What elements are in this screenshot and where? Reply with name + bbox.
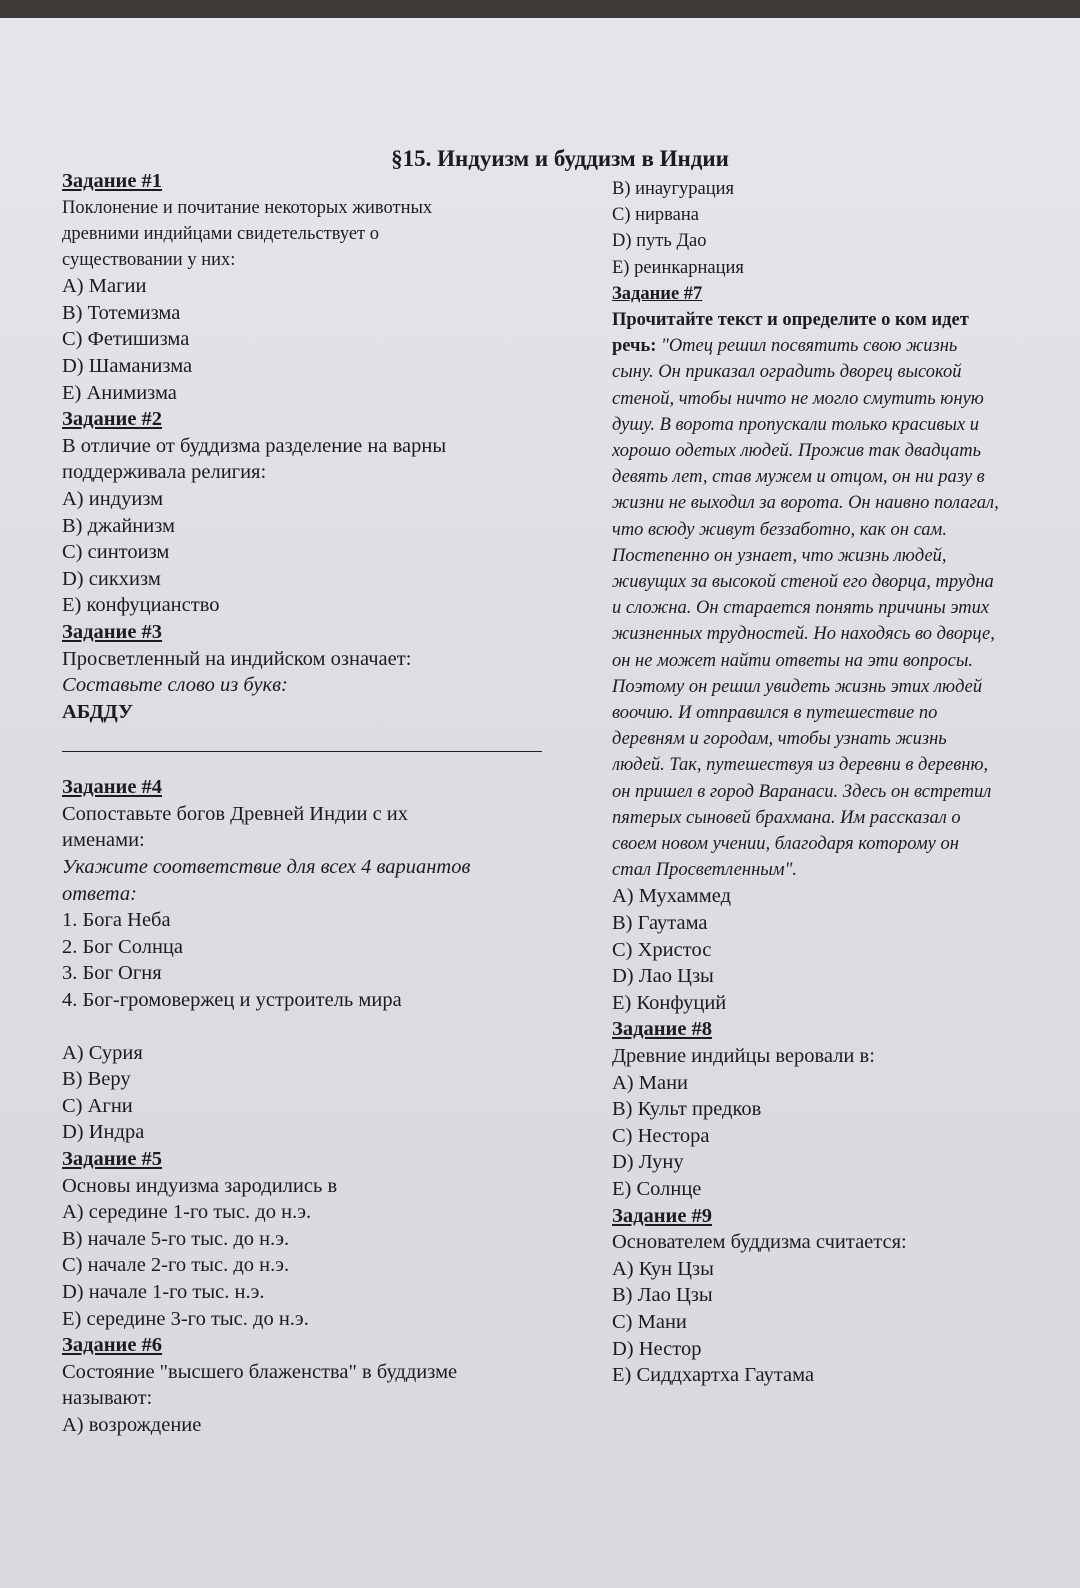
task-7-lead-word: речь: [612,336,657,357]
task-7-story-line: и сложна. Он старается понять причины этих [612,598,990,619]
task-1-heading: Задание #1 [62,170,163,192]
task-4-option: С) Агни [62,1094,133,1117]
task-1-option: А) Магии [62,275,147,298]
task-7-story-line: стал Просветленным". [612,860,797,881]
task-7-story-line: деревням и городам, чтобы узнать жизнь [612,729,947,750]
task-7-story-line: он пришел в город Варанаси. Здесь он встретил [612,781,992,802]
task-9-heading: Задание #9 [612,1204,713,1227]
answer-line[interactable] [62,725,542,752]
worksheet-page [0,18,1080,1588]
task-7-story-line: Постепенно он узнает, что жизнь людей, [612,545,947,566]
task-7-option: А) Мухаммед [612,885,732,908]
task-7-story-line: жизненных трудностей. Но находясь во дворце, [612,624,995,645]
task-6-option: А) возрождение [62,1413,202,1436]
task-7-story-line: своем новом учении, благодаря которому он [612,834,959,855]
task-3-instruction: Составьте слово из букв: [62,674,288,697]
task-7-option: Е) Конфуций [612,991,727,1014]
task-7-story-line: стеной, чтобы ничто не могло смутить юную [612,388,984,409]
task-4-item: 4. Бог-громовержец и устроитель мира [62,989,402,1012]
task-5-question: Основы индуизма зародились в [62,1174,338,1197]
task-5-option: Е) середине 3-го тыс. до н.э. [62,1307,309,1330]
task-5-option: D) начале 1-го тыс. н.э. [62,1280,265,1303]
task-8-option: С) Нестора [612,1124,710,1147]
task-5-heading: Задание #5 [62,1148,163,1171]
task-8-option: Е) Солнце [612,1178,702,1201]
task-7-option: С) Христос [612,938,712,961]
page-title: §15. Индуизм и буддизм в Индии [391,146,729,171]
task-4-option: D) Индра [62,1121,145,1144]
task-6-option: С) нирвана [612,205,699,226]
task-9-option: С) Мани [612,1310,687,1333]
task-7-story-line: Поэтому он решил увидеть жизнь этих людей [612,676,983,697]
task-7-option: D) Лао Цзы [612,965,714,988]
task-7-story-line: сыну. Он приказал оградить дворец высокой [612,362,962,383]
task-9-option: D) Нестор [612,1337,702,1360]
task-3-heading: Задание #3 [62,620,163,643]
task-4-question-line: Сопоставьте богов Древней Индии с их [62,802,409,825]
task-1-question-line: Поклонение и почитание некоторых животных [62,197,433,218]
task-7-story-line: воочию. И отправился в путешествие по [612,703,938,724]
task-2-question-line: поддерживала религия: [62,461,267,484]
left-column [62,168,562,1439]
task-1-question-line: существовании у них: [62,250,236,270]
task-7-story-line: живущих за высокой стеной его дворца, трудна [612,572,994,593]
task-9-option: В) Лао Цзы [612,1284,713,1307]
task-5-option: В) начале 5-го тыс. до н.э. [62,1227,290,1250]
task-2-question-line: В отличие от буддизма разделение на варны [62,434,447,457]
task-7-heading: Задание #7 [612,283,703,304]
task-5-option: А) середине 1-го тыс. до н.э. [62,1201,312,1224]
task-6-question-line: Состояние "высшего блаженства" в буддизме [62,1360,458,1383]
task-1-option: D) Шаманизма [62,354,193,377]
task-4-instruction: ответа: [62,882,137,905]
task-7-story-line: девять лет, став мужем и отцом, он ни разу в [612,467,985,488]
task-1-option: Е) Анимизма [62,381,177,404]
task-2-option: А) индуизм [62,487,164,510]
task-4-item: 3. Бог Огня [62,962,162,985]
task-1-option: С) Фетишизма [62,328,190,351]
task-2-heading: Задание #2 [62,408,163,431]
task-7-lead-line [612,333,1080,359]
task-9-option: Е) Сиддхартха Гаутама [612,1364,815,1387]
task-6-option: D) путь Дао [612,231,707,252]
task-8-heading: Задание #8 [612,1018,713,1041]
task-6-heading: Задание #6 [62,1334,163,1357]
task-7-option: В) Гаутама [612,912,708,935]
task-4-heading: Задание #4 [62,776,163,799]
task-7-story-line: людей. Так, путешествуя из деревни в деревню, [612,755,989,776]
task-3-letters: АБДДУ [62,700,134,723]
task-7-story-line: "Отец решил посвятить свою жизнь [661,336,958,357]
task-6-option: В) инаугурация [612,179,735,199]
task-4-question-line: именами: [62,829,145,852]
task-1-option: В) Тотемизма [62,301,181,324]
task-7-story-line: жизни не выходил за ворота. Он наивно полагал, [612,493,999,514]
task-7-story-line: душу. В ворота пропускали только красивых и [612,414,980,435]
task-2-option: С) синтоизм [62,541,170,564]
task-9-option: А) Кун Цзы [612,1257,714,1280]
task-2-option: Е) конфуцианство [62,594,220,617]
task-4-item: 1. Бога Неба [62,909,171,932]
task-1-question-line: древними индийцами свидетельствует о [62,223,380,244]
task-8-option: В) Культ предков [612,1098,762,1121]
task-4-item: 2. Бог Солнца [62,935,183,958]
task-9-question: Основателем буддизма считается: [612,1231,907,1254]
task-6-question-line: называют: [62,1387,153,1410]
task-8-option: А) Мани [612,1071,689,1094]
right-column [612,176,1080,1389]
task-2-option: D) сикхизм [62,567,161,590]
task-7-story-line: хорошо одетых людей. Прожив так двадцать [612,441,982,462]
task-8-option: D) Луну [612,1151,684,1174]
task-7-story-line: пятерых сыновей брахмана. Им рассказал о [612,807,961,828]
task-4-instruction: Укажите соответствие для всех 4 вариантов [62,856,471,879]
task-7-story-line: что всюду живут беззаботно, как он сам. [612,519,947,540]
task-7-story-line: он не может найти ответы на эти вопросы. [612,650,973,671]
task-4-option: В) Веру [62,1068,131,1091]
task-4-option: А) Сурия [62,1041,143,1064]
task-3-question: Просветленный на индийском означает: [62,647,412,670]
task-6-option: Е) реинкарнация [612,257,744,278]
task-5-option: С) начале 2-го тыс. до н.э. [62,1254,290,1277]
task-7-lead: Прочитайте текст и определите о ком идет [612,310,969,331]
task-8-question: Древние индийцы веровали в: [612,1045,875,1068]
photo-background [0,0,1080,20]
task-2-option: В) джайнизм [62,514,176,537]
